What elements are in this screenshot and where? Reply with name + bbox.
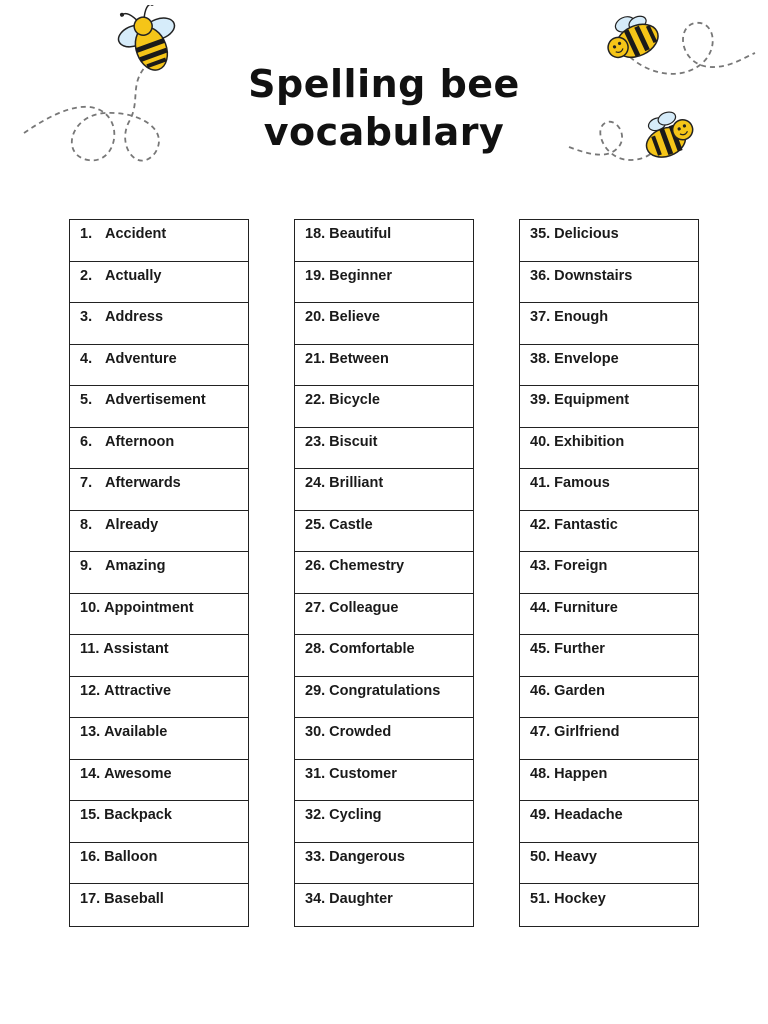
word-number: 32. [305, 807, 326, 824]
word-row [520, 386, 698, 428]
word-number: 47. [530, 724, 551, 741]
word-text: Garden [554, 682, 605, 699]
word-row [70, 511, 248, 553]
word-number: 4. [80, 350, 93, 367]
word-row [520, 843, 698, 885]
word-text: Exhibition [554, 433, 625, 450]
word-number: 8. [80, 516, 93, 533]
word-text: Bicycle [329, 392, 380, 409]
word-row [520, 220, 698, 262]
word-text: Crowded [329, 724, 392, 741]
word-row [70, 760, 248, 802]
word-text: Delicious [554, 226, 619, 243]
word-text: Comfortable [329, 641, 415, 658]
word-number: 3. [80, 309, 93, 326]
word-number: 39. [530, 392, 551, 409]
word-text: Furniture [554, 599, 618, 616]
word-row [70, 220, 248, 262]
word-number: 18. [305, 226, 326, 243]
word-number: 36. [530, 267, 551, 284]
word-column-1 [69, 219, 249, 927]
word-row [295, 511, 473, 553]
word-row [70, 635, 248, 677]
word-text: Biscuit [329, 433, 378, 450]
word-text: Beautiful [329, 226, 392, 243]
word-row [70, 884, 248, 926]
word-text: Enough [554, 309, 609, 326]
word-number: 25. [305, 516, 326, 533]
word-row [520, 760, 698, 802]
word-number: 6. [80, 433, 93, 450]
word-text: Afterwards [105, 475, 181, 492]
word-row [70, 677, 248, 719]
word-number: 15. [80, 807, 101, 824]
word-text: Envelope [554, 350, 619, 367]
word-number: 33. [305, 848, 326, 865]
title-line-1: Spelling bee [248, 62, 520, 106]
word-text: Cycling [329, 807, 382, 824]
word-number: 10. [80, 599, 101, 616]
word-text: Further [554, 641, 605, 658]
word-text: Believe [329, 309, 380, 326]
word-number: 45. [530, 641, 551, 658]
word-text: Afternoon [105, 433, 175, 450]
word-number: 12. [80, 682, 101, 699]
word-text: Balloon [104, 848, 158, 865]
word-row [520, 801, 698, 843]
word-text: Baseball [104, 890, 164, 907]
word-number: 51. [530, 890, 551, 907]
word-row [520, 428, 698, 470]
word-number: 20. [305, 309, 326, 326]
word-row [70, 262, 248, 304]
word-row [70, 469, 248, 511]
word-row [70, 303, 248, 345]
word-row [520, 345, 698, 387]
word-number: 22. [305, 392, 326, 409]
word-row [520, 303, 698, 345]
word-text: Chemestry [329, 558, 405, 575]
word-row [70, 345, 248, 387]
word-number: 28. [305, 641, 326, 658]
word-text: Appointment [104, 599, 194, 616]
word-number: 42. [530, 516, 551, 533]
word-number: 13. [80, 724, 101, 741]
word-row [295, 469, 473, 511]
bee-right-icon [638, 106, 699, 163]
word-row [295, 594, 473, 636]
word-row [295, 386, 473, 428]
bee-trail-left-icon [20, 5, 210, 170]
word-row [70, 801, 248, 843]
bee-trail-top-right-icon [590, 5, 760, 95]
word-row [295, 428, 473, 470]
word-row [520, 594, 698, 636]
word-text: Backpack [104, 807, 172, 824]
bee-trail-right-icon [565, 105, 705, 185]
word-number: 49. [530, 807, 551, 824]
word-row [520, 511, 698, 553]
word-number: 37. [530, 309, 551, 326]
word-number: 17. [80, 890, 101, 907]
word-number: 31. [305, 765, 326, 782]
word-row [70, 718, 248, 760]
word-column-3 [519, 219, 699, 927]
word-text: Equipment [554, 392, 630, 409]
word-number: 38. [530, 350, 551, 367]
word-text: Awesome [104, 765, 172, 782]
word-row [295, 303, 473, 345]
word-number: 29. [305, 682, 326, 699]
word-row [295, 801, 473, 843]
word-text: Available [104, 724, 168, 741]
word-row [295, 718, 473, 760]
word-text: Adventure [105, 350, 177, 367]
word-row [70, 594, 248, 636]
title-line-2: vocabulary [263, 110, 505, 154]
word-row [295, 552, 473, 594]
word-text: Advertisement [105, 392, 206, 409]
word-number: 2. [80, 267, 93, 284]
bee-left-icon [110, 5, 187, 79]
word-number: 40. [530, 433, 551, 450]
word-row [295, 884, 473, 926]
word-text: Assistant [103, 641, 169, 658]
page-title [184, 60, 584, 156]
word-number: 16. [80, 848, 101, 865]
word-number: 26. [305, 558, 326, 575]
word-number: 35. [530, 226, 551, 243]
word-text: Headache [554, 807, 623, 824]
word-row [295, 760, 473, 802]
word-text: Colleague [329, 599, 399, 616]
word-text: Daughter [329, 890, 393, 907]
word-number: 24. [305, 475, 326, 492]
word-row [520, 635, 698, 677]
word-row [520, 469, 698, 511]
word-number: 19. [305, 267, 326, 284]
word-text: Congratulations [329, 682, 441, 699]
word-row [295, 843, 473, 885]
word-row [520, 677, 698, 719]
word-text: Castle [329, 516, 373, 533]
word-column-2 [294, 219, 474, 927]
word-row [70, 386, 248, 428]
word-row [520, 884, 698, 926]
word-row [295, 677, 473, 719]
word-text: Heavy [554, 848, 597, 865]
word-text: Beginner [329, 267, 393, 284]
word-row [295, 220, 473, 262]
word-number: 1. [80, 226, 93, 243]
word-text: Amazing [105, 558, 166, 575]
word-text: Happen [554, 765, 608, 782]
word-row [520, 552, 698, 594]
word-text: Girlfriend [554, 724, 620, 741]
word-number: 11. [80, 641, 100, 658]
word-text: Hockey [554, 890, 606, 907]
word-row [520, 262, 698, 304]
word-row [295, 262, 473, 304]
word-text: Actually [105, 267, 162, 284]
word-number: 44. [530, 599, 551, 616]
word-number: 48. [530, 765, 551, 782]
word-text: Already [105, 516, 159, 533]
word-text: Foreign [554, 558, 608, 575]
word-number: 21. [305, 350, 326, 367]
word-number: 46. [530, 682, 551, 699]
word-row [70, 428, 248, 470]
word-row [295, 635, 473, 677]
word-text: Downstairs [554, 267, 633, 284]
word-row [70, 843, 248, 885]
word-number: 9. [80, 558, 93, 575]
word-row [295, 345, 473, 387]
word-text: Customer [329, 765, 397, 782]
word-text: Attractive [104, 682, 172, 699]
word-number: 5. [80, 392, 93, 409]
word-row [70, 552, 248, 594]
word-number: 43. [530, 558, 551, 575]
word-text: Brilliant [329, 475, 384, 492]
word-number: 41. [530, 475, 551, 492]
word-text: Between [329, 350, 389, 367]
word-text: Accident [105, 226, 167, 243]
word-number: 50. [530, 848, 551, 865]
word-number: 14. [80, 765, 101, 782]
word-number: 30. [305, 724, 326, 741]
word-text: Address [105, 309, 164, 326]
word-text: Famous [554, 475, 610, 492]
word-number: 7. [80, 475, 93, 492]
word-number: 34. [305, 890, 326, 907]
word-number: 27. [305, 599, 326, 616]
word-row [520, 718, 698, 760]
word-text: Fantastic [554, 516, 618, 533]
word-text: Dangerous [329, 848, 405, 865]
word-number: 23. [305, 433, 326, 450]
